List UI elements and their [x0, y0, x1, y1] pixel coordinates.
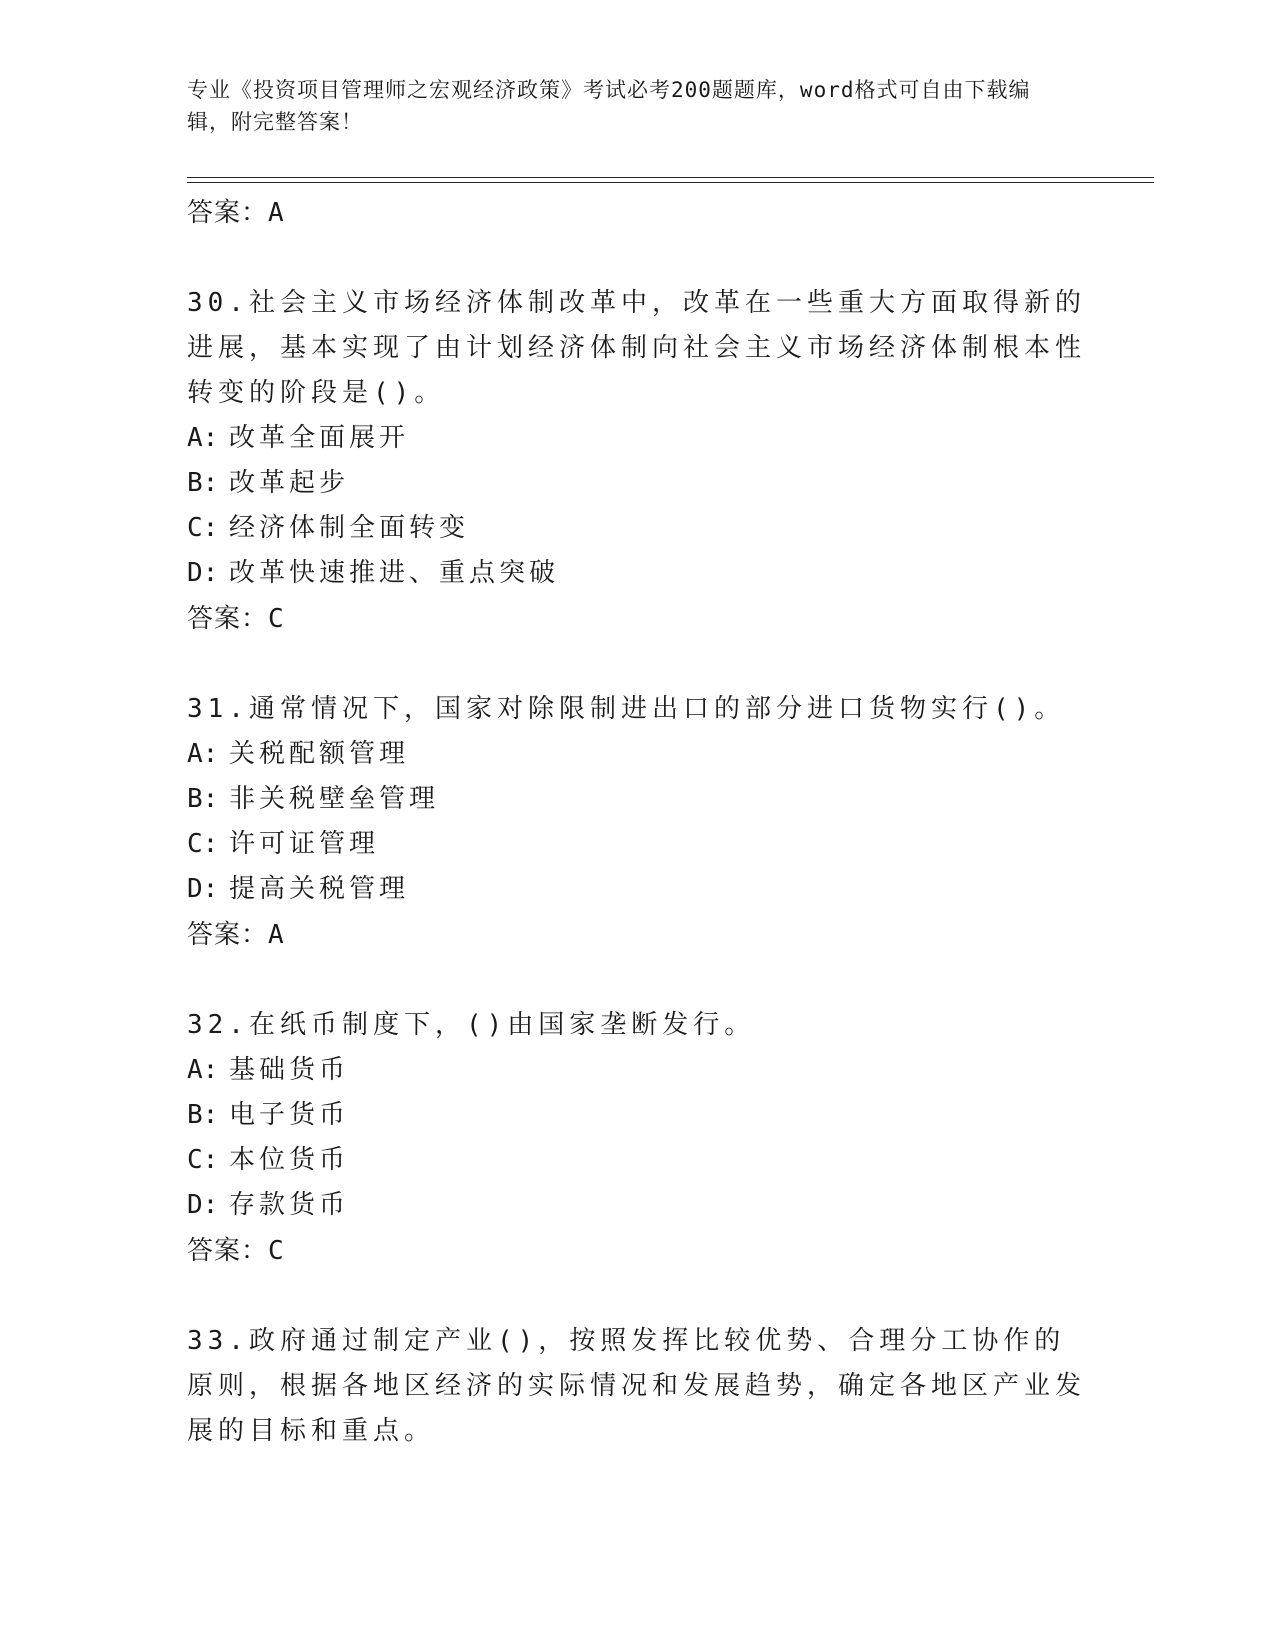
spacer	[187, 1274, 1087, 1319]
header-rule-top	[187, 177, 1154, 178]
option-c	[187, 1138, 1087, 1183]
question-30	[187, 281, 1087, 642]
question-stem	[187, 1003, 1087, 1048]
answer-value: C	[268, 604, 285, 634]
header-text: 专业《投资项目管理师之宏观经济政策》考试必考200题题库，word格式可自由下载编辑，附完整答案！	[187, 78, 1031, 134]
option-letter: B:	[187, 784, 219, 814]
question-number: 30.	[187, 288, 249, 318]
option-text: 改革快速推进、重点突破	[229, 558, 560, 588]
question-text: 社会主义市场经济体制改革中，改革在一些重大方面取得新的进展，基本实现了由计划经济体制向社会主义市场经济体制根本性转变的阶段是()。	[187, 288, 1087, 408]
option-text: 许可证管理	[229, 829, 380, 859]
option-a	[187, 1048, 1087, 1093]
answer-label: 答案：	[187, 920, 269, 950]
option-letter: B:	[187, 1100, 219, 1130]
answer-line	[187, 596, 1087, 642]
option-c	[187, 506, 1087, 551]
option-b	[187, 1093, 1087, 1138]
question-number: 33.	[187, 1326, 249, 1356]
answer-label: 答案：	[187, 198, 269, 228]
answer-line	[187, 190, 1087, 236]
question-number: 31.	[187, 694, 249, 724]
answer-value: A	[268, 198, 285, 228]
option-text: 改革起步	[229, 468, 350, 498]
option-b	[187, 461, 1087, 506]
option-letter: D:	[187, 558, 219, 588]
option-text: 基础货币	[229, 1055, 350, 1085]
answer-line	[187, 1228, 1087, 1274]
question-32	[187, 1003, 1087, 1274]
option-letter: D:	[187, 874, 219, 904]
option-text: 电子货币	[229, 1100, 350, 1130]
option-b	[187, 777, 1087, 822]
answer-line	[187, 912, 1087, 958]
spacer	[187, 642, 1087, 687]
question-text: 在纸币制度下，()由国家垄断发行。	[248, 1010, 756, 1040]
option-text: 非关税壁垒管理	[229, 784, 440, 814]
option-d	[187, 551, 1087, 596]
header-rule-bottom	[187, 182, 1154, 183]
option-letter: C:	[187, 1145, 219, 1175]
answer-value: C	[268, 1236, 285, 1266]
option-a	[187, 416, 1087, 461]
option-a	[187, 732, 1087, 777]
question-text: 政府通过制定产业()，按照发挥比较优势、合理分工协作的原则，根据各地区经济的实际情况和发展趋势，确定各地区产业发展的目标和重点。	[187, 1326, 1087, 1446]
option-c	[187, 822, 1087, 867]
spacer	[187, 958, 1087, 1003]
option-text: 经济体制全面转变	[229, 513, 470, 543]
option-letter: C:	[187, 513, 219, 543]
option-letter: A:	[187, 1055, 219, 1085]
option-letter: D:	[187, 1190, 219, 1220]
option-text: 改革全面展开	[229, 423, 410, 453]
option-text: 关税配额管理	[229, 739, 410, 769]
option-text: 本位货币	[229, 1145, 350, 1175]
question-stem	[187, 281, 1087, 416]
spacer	[187, 236, 1087, 281]
question-31	[187, 687, 1087, 958]
document-header	[187, 74, 1067, 138]
option-d	[187, 1183, 1087, 1228]
question-number: 32.	[187, 1010, 249, 1040]
option-letter: A:	[187, 739, 219, 769]
option-text: 提高关税管理	[229, 874, 410, 904]
question-list	[187, 190, 1087, 1454]
question-stem	[187, 687, 1087, 732]
option-text: 存款货币	[229, 1190, 350, 1220]
question-stem	[187, 1319, 1087, 1454]
answer-value: A	[268, 920, 285, 950]
answer-label: 答案：	[187, 604, 269, 634]
answer-label: 答案：	[187, 1236, 269, 1266]
option-letter: A:	[187, 423, 219, 453]
option-letter: C:	[187, 829, 219, 859]
option-d	[187, 867, 1087, 912]
option-letter: B:	[187, 468, 219, 498]
question-33	[187, 1319, 1087, 1454]
question-text: 通常情况下，国家对除限制进出口的部分进口货物实行()。	[248, 694, 1066, 724]
